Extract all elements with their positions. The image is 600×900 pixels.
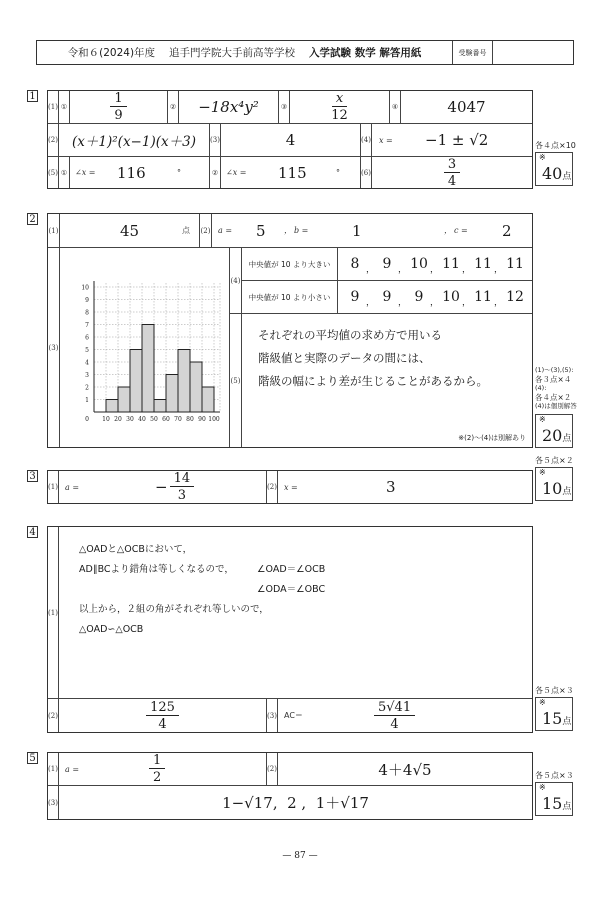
- score-value: 15点: [542, 709, 572, 728]
- exam-number-label: 受験番号: [452, 41, 493, 64]
- s2-q2-answer[interactable]: [212, 214, 532, 248]
- s2-q4-value: 11: [474, 289, 492, 305]
- degree-sign: °: [177, 168, 181, 177]
- comma: ，: [398, 265, 408, 275]
- y-tick-label: 10: [81, 284, 89, 292]
- y-tick-label: 6: [85, 334, 89, 342]
- section-1-number: 1: [27, 90, 38, 102]
- s1-q3-answer[interactable]: 4: [221, 124, 361, 157]
- score-mark: ※: [539, 415, 546, 424]
- s1-q5-answer-2[interactable]: [221, 157, 361, 188]
- s2-q5-line-1: それぞれの平均値の求め方で用いる: [258, 328, 442, 342]
- s1-q6-answer[interactable]: [372, 157, 532, 188]
- s2-q5-text: [258, 324, 488, 393]
- exam-number-field[interactable]: [493, 41, 573, 64]
- score-mark: ※: [539, 698, 546, 707]
- s4-q2-label: (2): [48, 699, 59, 732]
- s2-q2-label: (2): [200, 214, 212, 248]
- s2-a-label: a =: [218, 226, 233, 235]
- y-tick-label: 4: [85, 359, 89, 367]
- score-mark: ※: [539, 153, 546, 162]
- s3-q1-answer[interactable]: [59, 471, 267, 503]
- s1-q5-value-2: 115: [278, 163, 307, 182]
- separator: ，: [284, 226, 292, 235]
- s5-q1-label: (1): [48, 753, 59, 786]
- s2-q4-value: 10: [410, 256, 428, 272]
- section-2-box: [47, 213, 533, 448]
- s3-q2-label: (2): [267, 471, 278, 503]
- fraction: $\frac{1}{2}$: [149, 754, 165, 784]
- s1-q5-label: (5): [48, 157, 59, 188]
- x-tick-label: 40: [138, 416, 146, 423]
- s5-q2-label: (2): [267, 753, 278, 786]
- s2-q1-unit: 点: [182, 226, 190, 235]
- s2-q1-label: (1): [48, 214, 60, 248]
- score-value: 10点: [542, 479, 572, 498]
- s2-q4-value: 10: [442, 289, 460, 305]
- y-tick-label: 3: [85, 372, 89, 379]
- s2-b-label: b =: [294, 226, 309, 235]
- s1-points-note: 各４点×10: [535, 141, 576, 150]
- x-tick-label: 100: [208, 416, 220, 423]
- fraction: $\frac{14}{3}$: [170, 472, 195, 502]
- comma: ，: [430, 298, 440, 308]
- section-2-number: 2: [27, 213, 38, 225]
- header-year: 令和６(2024)年度: [67, 47, 156, 59]
- x-tick-label: 30: [126, 416, 134, 423]
- histogram-bar: [154, 400, 166, 413]
- s4-q1-answer[interactable]: [59, 527, 532, 699]
- s1-q1-circle-2: ②: [168, 91, 179, 124]
- s4-q3-label: (3): [267, 699, 278, 732]
- s3-points-note: 各５点×２: [535, 456, 574, 465]
- x-tick-label: 20: [114, 416, 122, 423]
- section-5-box: [47, 752, 533, 820]
- s2-a-value: 5: [256, 221, 266, 240]
- s2-q4-row1-answer[interactable]: [338, 248, 532, 281]
- comma: ，: [430, 265, 440, 275]
- s2-footnote: ※(2)〜(4)は別解あり: [458, 434, 526, 442]
- comma: ，: [462, 298, 472, 308]
- section-3-number: 3: [27, 470, 38, 482]
- comma: ，: [462, 265, 472, 275]
- s4-q2-answer[interactable]: [59, 699, 267, 732]
- score-mark: ※: [539, 783, 546, 792]
- s1-q1-answer-2[interactable]: −18x⁴y²: [179, 91, 279, 124]
- score-value: 15点: [542, 794, 572, 813]
- s2-q4-value: 11: [474, 256, 492, 272]
- s3-q1-prefix: a =: [65, 482, 80, 492]
- s1-q1-circle-4: ④: [390, 91, 401, 124]
- header-box: [36, 40, 574, 65]
- s1-q1-answer-4[interactable]: 4047: [401, 91, 532, 124]
- s5-q3-answer[interactable]: 1−√17, 2 , 1＋√17: [222, 794, 369, 812]
- s1-q4-prefix: x =: [379, 135, 393, 145]
- histogram-bar: [118, 387, 130, 412]
- s1-q5-circle-2: ②: [210, 157, 221, 188]
- s2-q4-value: 12: [506, 289, 524, 305]
- s1-q5-circle-1: ①: [59, 157, 70, 188]
- x-tick-label: 0: [85, 416, 89, 423]
- fraction: $\frac{5√41}{4}$: [374, 701, 415, 731]
- y-tick-label: 1: [85, 397, 89, 404]
- s5-score-box[interactable]: [535, 782, 573, 816]
- s2-q4-value: 11: [442, 256, 460, 272]
- section-4-number: 4: [27, 526, 38, 538]
- score-value: 40点: [542, 164, 572, 183]
- section-1-box: [47, 90, 533, 189]
- fraction: $\frac{x}{12}$: [331, 91, 348, 123]
- s1-q4-answer[interactable]: [372, 124, 532, 157]
- s2-q4-row2-label: 中央値が 10 より小さい: [242, 281, 338, 314]
- header-title: [37, 41, 452, 64]
- histogram-chart: [60, 248, 230, 447]
- s1-q2-answer[interactable]: (x＋1)²(x−1)(x＋3): [59, 124, 210, 157]
- s1-q1-circle-1: ①: [59, 91, 70, 124]
- fraction: $\frac{1}{9}$: [110, 92, 126, 122]
- s2-q4-value: 8: [350, 256, 360, 272]
- x-tick-label: 80: [186, 416, 194, 423]
- fraction: $\frac{3}{4}$: [444, 158, 460, 188]
- s1-q1-answer-3[interactable]: [290, 91, 390, 124]
- s2-q1-answer[interactable]: [60, 214, 200, 248]
- s2-q1-value: 45: [120, 221, 140, 240]
- s2-q4-row1-label: 中央値が 10 より大きい: [242, 248, 338, 281]
- s5-q1-answer[interactable]: [59, 753, 267, 786]
- s1-q4-value: −1 ± √2: [425, 131, 489, 149]
- s4-q3-prefix: AC＝: [284, 711, 303, 720]
- y-tick-label: 5: [85, 347, 89, 354]
- s3-score-box[interactable]: [535, 467, 573, 501]
- s2-c-value: 2: [502, 221, 512, 240]
- section-4-box: [47, 526, 533, 733]
- s5-q3-label: (3): [48, 786, 59, 819]
- proof-line-1: △OADと△OCBにおいて，: [79, 544, 193, 555]
- s4-points-note: 各５点×３: [535, 686, 574, 695]
- x-tick-label: 50: [150, 416, 158, 423]
- s5-q2-answer[interactable]: 4＋4√5: [278, 753, 532, 786]
- proof-line-4: 以上から，２組の角がそれぞれ等しいので，: [79, 604, 269, 615]
- y-tick-label: 8: [85, 309, 89, 317]
- s4-proof: [79, 540, 519, 640]
- header-school: 追手門学院大手前高等学校: [169, 47, 296, 59]
- s1-score-box[interactable]: [535, 152, 573, 186]
- s1-q5-value-1: 116: [117, 163, 146, 182]
- histogram-bar: [202, 387, 214, 412]
- s2-q5-answer[interactable]: [242, 314, 532, 447]
- comma: ，: [494, 265, 504, 275]
- separator: ，: [444, 226, 452, 235]
- s2-q3-label: (3): [48, 248, 60, 447]
- s1-q6-label: (6): [361, 157, 372, 188]
- proof-line-2: AD∥BCより錯角は等しくなるので， ∠OAD＝∠OCB: [79, 564, 326, 575]
- s2-q5-line-2: 階級値と実際のデータの間には、: [258, 351, 431, 365]
- s1-q2-label: (2): [48, 124, 59, 157]
- s1-q1-label: (1): [48, 91, 59, 124]
- s2-q5-label: (5): [230, 314, 242, 447]
- s3-q2-value: 3: [386, 478, 396, 496]
- s1-q5-prefix-2: ∠x =: [226, 168, 247, 177]
- s1-q5-answer-1[interactable]: [70, 157, 210, 188]
- page-number: — 87 —: [282, 851, 318, 861]
- histogram-bar: [178, 350, 190, 413]
- s1-q5-prefix-1: ∠x =: [75, 168, 96, 177]
- histogram-bar: [166, 375, 178, 413]
- x-tick-label: 90: [198, 416, 206, 423]
- s3-q2-answer[interactable]: [278, 471, 532, 503]
- proof-line-3: ∠ODA＝∠OBC: [257, 584, 326, 595]
- y-tick-label: 7: [85, 322, 89, 329]
- s5-q1-prefix: a =: [65, 764, 80, 774]
- histogram-bar: [142, 325, 154, 413]
- x-tick-label: 70: [174, 416, 182, 423]
- s2-b-value: 1: [352, 221, 362, 240]
- s2-score-box[interactable]: [535, 414, 573, 448]
- histogram-bar: [190, 362, 202, 412]
- header-exam: 入学試験 数学 解答用紙: [309, 47, 422, 59]
- s2-c-label: c =: [454, 226, 468, 235]
- s2-points-note: (1)〜(3),(5): 各３点×４ (4): 各４点×２ (4)は個別解答: [535, 366, 577, 410]
- s1-q4-label: (4): [361, 124, 372, 157]
- histogram-bar: [106, 400, 118, 413]
- s4-score-box[interactable]: [535, 697, 573, 731]
- s2-q4-value: 9: [414, 289, 424, 305]
- s5-points-note: 各５点×３: [535, 771, 574, 780]
- score-value: 20点: [542, 426, 572, 445]
- section-3-box: [47, 470, 533, 504]
- score-mark: ※: [539, 468, 546, 477]
- comma: ，: [366, 298, 376, 308]
- s2-q4-value: 9: [382, 289, 392, 305]
- y-tick-label: 9: [85, 297, 89, 304]
- s2-q3-answer[interactable]: [60, 248, 230, 447]
- s2-q5-line-3: 階級の幅により差が生じることがあるから。: [258, 374, 488, 388]
- s4-q1-label: (1): [48, 527, 59, 699]
- degree-sign: °: [336, 168, 340, 177]
- s3-q2-prefix: x =: [284, 482, 298, 492]
- comma: ，: [494, 298, 504, 308]
- proof-line-5: △OAD∽△OCB: [79, 624, 144, 635]
- histogram-bar: [130, 350, 142, 413]
- s1-q1-circle-3: ③: [279, 91, 290, 124]
- s2-q4-row2-answer[interactable]: [338, 281, 532, 314]
- comma: ，: [366, 265, 376, 275]
- s2-q4-value: 9: [382, 256, 392, 272]
- x-tick-label: 10: [102, 416, 110, 423]
- s2-q4-value: 11: [506, 256, 524, 272]
- fraction: $\frac{125}{4}$: [146, 701, 179, 731]
- comma: ，: [398, 298, 408, 308]
- s4-q3-answer[interactable]: [278, 699, 532, 732]
- s2-q4-label: (4): [230, 248, 242, 314]
- s2-q4-value: 9: [350, 289, 360, 305]
- s1-q1-answer-1[interactable]: [70, 91, 168, 124]
- y-tick-label: 2: [85, 384, 89, 392]
- section-5-number: 5: [27, 752, 38, 764]
- s1-q3-label: (3): [210, 124, 221, 157]
- s3-q1-label: (1): [48, 471, 59, 503]
- s3-q1-sign: −: [155, 478, 168, 496]
- x-tick-label: 60: [162, 416, 170, 423]
